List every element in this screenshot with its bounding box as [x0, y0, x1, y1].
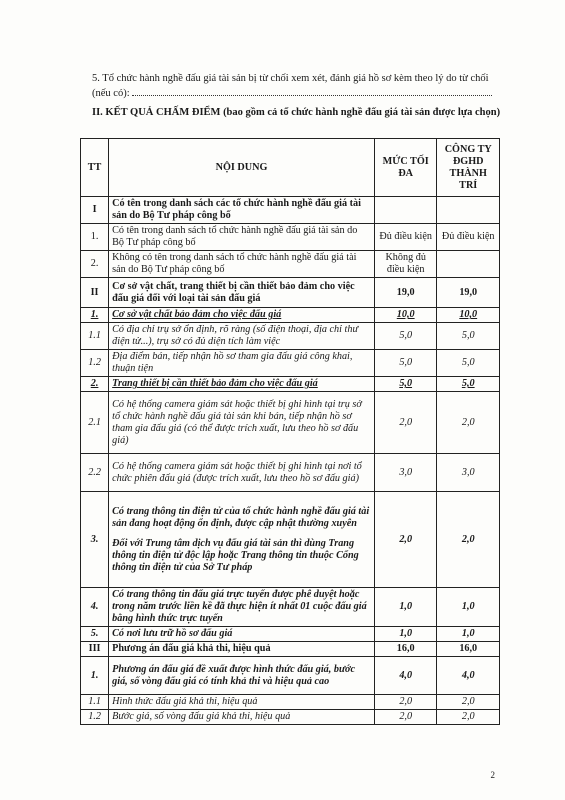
table-row	[81, 657, 500, 695]
row-company: 5,0	[437, 323, 500, 350]
row-max: 5,0	[374, 350, 437, 377]
row-content: Có hệ thống camera giám sát hoặc thiết bị ghi hình tại trụ sở tổ chức hành nghề đấu giá tài sản khi bán, tiếp nhận hồ sơ tham gia đấu giá (có thể được trích xuất, lưu theo hồ sơ đấu giá)	[109, 392, 375, 454]
row-content-part2: Đối với Trung tâm dịch vụ đấu giá tài sản thì dùng Trang thông tin điện tử độc lập hoặc Trang thông tin thuộc Cổng thông tin điện tử của Sở Tư pháp	[112, 537, 359, 573]
header-max: MỨC TỐI ĐA	[374, 139, 437, 197]
row-max: 19,0	[374, 278, 437, 308]
row-max: 1,0	[374, 588, 437, 627]
header-content: NỘI DUNG	[109, 139, 375, 197]
table-row	[81, 308, 500, 323]
row-content: Cơ sở vật chất, trang thiết bị cần thiết bảo đảm cho việc đấu giá đối với loại tài sản đấu giá	[109, 278, 375, 308]
row-content: Có trang thông tin đấu giá trực tuyến được phê duyệt hoặc trong năm trước liền kề đã thực hiện ít nhất 01 cuộc đấu giá bằng hình thức trực tuyến	[109, 588, 375, 627]
row-tt: 2.2	[81, 454, 109, 492]
row-company: 2,0	[437, 392, 500, 454]
row-content: Cơ sở vật chất bảo đảm cho việc đấu giá	[109, 308, 375, 323]
row-max: 5,0	[374, 377, 437, 392]
row-tt: 1.2	[81, 350, 109, 377]
section-title: II. KẾT QUẢ CHẤM ĐIỂM (bao gồm cả tổ chức hành nghề đấu giá tài sản được lựa chọn)	[92, 107, 501, 118]
row-tt: 5.	[81, 627, 109, 642]
row-max: 5,0	[374, 323, 437, 350]
row-content: Có tên trong danh sách các tổ chức hành nghề đấu giá tài sản do Bộ Tư pháp công bố	[109, 197, 375, 224]
row-max: Không đủ điều kiện	[374, 251, 437, 278]
row-company: 1,0	[437, 588, 500, 627]
row-company: 2,0	[437, 695, 500, 710]
row-max: 2,0	[374, 392, 437, 454]
row-tt: 2.	[81, 251, 109, 278]
table-header-row	[81, 139, 500, 197]
row-tt: 1.1	[81, 323, 109, 350]
row-tt: I	[81, 197, 109, 224]
header-tt: TT	[81, 139, 109, 197]
row-max: 2,0	[374, 492, 437, 588]
row-tt: 1.	[81, 308, 109, 323]
row-content: Không có tên trong danh sách tổ chức hành nghề đấu giá tài sản do Bộ Tư pháp công bố	[109, 251, 375, 278]
row-max	[374, 197, 437, 224]
table-row	[81, 251, 500, 278]
row-content-part1: Có trang thông tin điện tử của tổ chức hành nghề đấu giá tài sản đang hoạt động ổn định, được cập nhật thường xuyên	[112, 505, 370, 529]
refusal-note-text: 5. Tổ chức hành nghề đấu giá tài sản bị từ chối xem xét, đánh giá hồ sơ kèm theo lý do từ chối (nếu có):	[92, 73, 489, 99]
header-company: CÔNG TY ĐGHD THÀNH TRÍ	[437, 139, 500, 197]
row-content	[109, 492, 375, 588]
table-row	[81, 377, 500, 392]
refusal-note	[92, 72, 502, 101]
row-content: Phương án đấu giá khả thi, hiệu quả	[109, 642, 375, 657]
row-content: Phương án đấu giá đề xuất được hình thức đấu giá, bước giá, số vòng đấu giá có tính khả thi và hiệu quả cao	[109, 657, 375, 695]
row-tt: 4.	[81, 588, 109, 627]
row-content: Địa điểm bán, tiếp nhận hồ sơ tham gia đấu giá công khai, thuận tiện	[109, 350, 375, 377]
table-row	[81, 350, 500, 377]
row-max: 2,0	[374, 695, 437, 710]
row-max: 4,0	[374, 657, 437, 695]
row-content: Có hệ thống camera giám sát hoặc thiết bị ghi hình tại nơi tổ chức phiên đấu giá (được trích xuất, lưu theo hồ sơ đấu giá)	[109, 454, 375, 492]
row-tt: 1.2	[81, 710, 109, 725]
row-content: Bước giá, số vòng đấu giá khả thi, hiệu quả	[109, 710, 375, 725]
row-max: 16,0	[374, 642, 437, 657]
row-content: Có nơi lưu trữ hồ sơ đấu giá	[109, 627, 375, 642]
table-row	[81, 454, 500, 492]
row-content: Có địa chỉ trụ sở ổn định, rõ ràng (số điện thoại, địa chỉ thư điện tử...), trụ sở có đủ diện tích làm việc	[109, 323, 375, 350]
row-max: 3,0	[374, 454, 437, 492]
row-max: 2,0	[374, 710, 437, 725]
row-tt: 2.	[81, 377, 109, 392]
dotted-fill-line	[132, 86, 492, 96]
row-content: Trang thiết bị cần thiết bảo đảm cho việc đấu giá	[109, 377, 375, 392]
row-company: 19,0	[437, 278, 500, 308]
scoring-table	[80, 138, 500, 725]
row-company: Đủ điều kiện	[437, 224, 500, 251]
row-company	[437, 197, 500, 224]
row-company: 2,0	[437, 492, 500, 588]
row-tt: 1.1	[81, 695, 109, 710]
table-row	[81, 392, 500, 454]
table-row	[81, 224, 500, 251]
row-company: 16,0	[437, 642, 500, 657]
row-tt: 1.	[81, 224, 109, 251]
table-row	[81, 492, 500, 588]
row-company: 2,0	[437, 710, 500, 725]
row-company	[437, 251, 500, 278]
table-row	[81, 197, 500, 224]
row-tt: 3.	[81, 492, 109, 588]
table-row	[81, 323, 500, 350]
table-row	[81, 588, 500, 627]
table-row	[81, 627, 500, 642]
row-max: Đủ điều kiện	[374, 224, 437, 251]
table-row	[81, 278, 500, 308]
row-content: Hình thức đấu giá khả thi, hiệu quả	[109, 695, 375, 710]
row-company: 3,0	[437, 454, 500, 492]
row-tt: 1.	[81, 657, 109, 695]
row-company: 10,0	[437, 308, 500, 323]
row-company: 5,0	[437, 350, 500, 377]
row-tt: III	[81, 642, 109, 657]
table-row	[81, 642, 500, 657]
table-row	[81, 710, 500, 725]
row-max: 10,0	[374, 308, 437, 323]
row-company: 5,0	[437, 377, 500, 392]
row-max: 1,0	[374, 627, 437, 642]
table-row	[81, 695, 500, 710]
row-company: 1,0	[437, 627, 500, 642]
row-tt: II	[81, 278, 109, 308]
row-tt: 2.1	[81, 392, 109, 454]
row-content: Có tên trong danh sách tổ chức hành nghề đấu giá tài sản do Bộ Tư pháp công bố	[109, 224, 375, 251]
page-number: 2	[490, 770, 495, 780]
row-company: 4,0	[437, 657, 500, 695]
